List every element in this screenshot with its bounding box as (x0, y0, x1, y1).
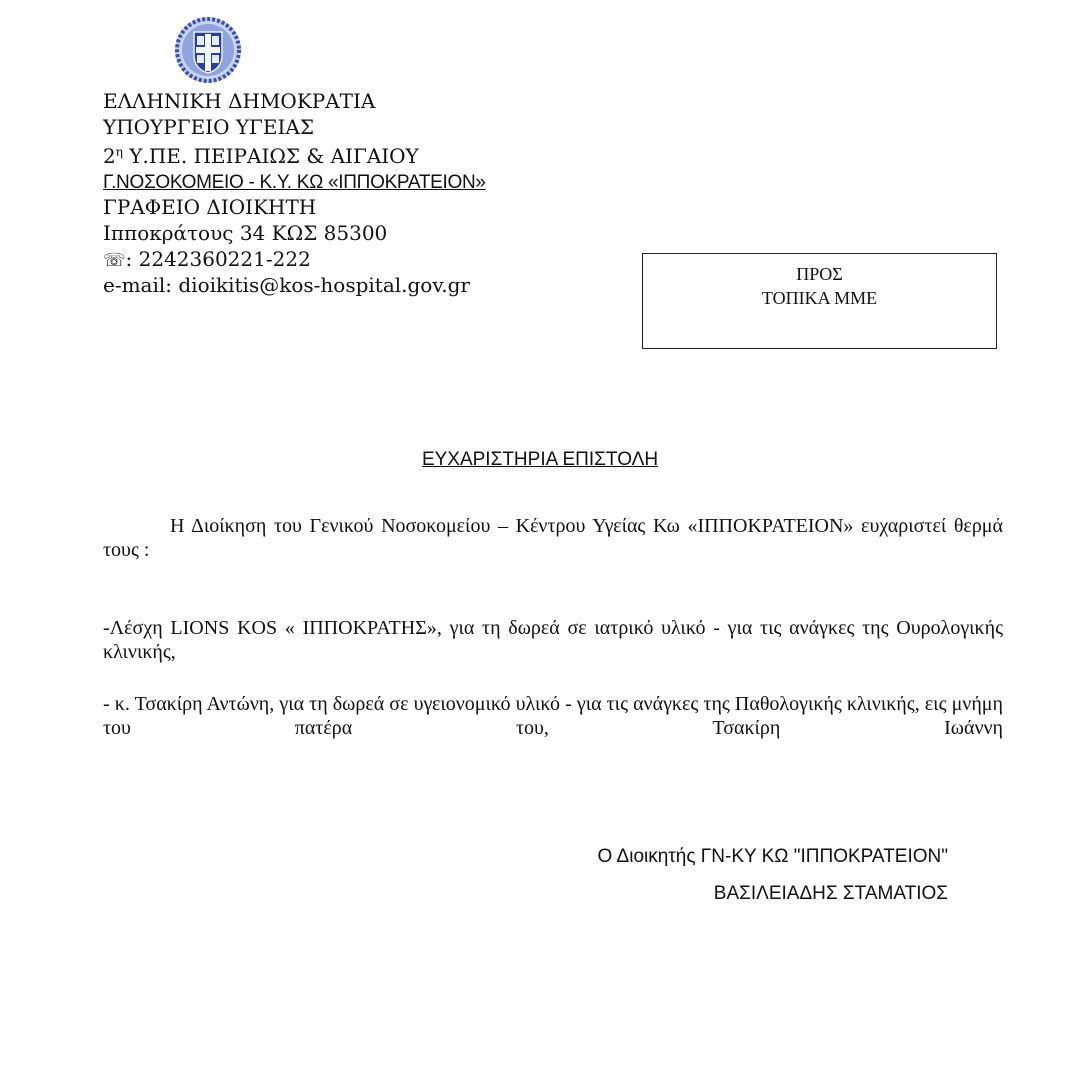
region-number: 2 (103, 144, 116, 169)
telephone-icon: ☏ (103, 249, 126, 271)
region-name: Υ.ΠΕ. ΠΕΙΡΑΙΩΣ & ΑΙΓΑΙΟΥ (122, 144, 419, 169)
region-ordinal: η (115, 145, 123, 160)
sender-header (103, 89, 486, 299)
recipient-box (642, 253, 997, 349)
letter-title-text: ΕΥΧΑΡΙΣΤΗΡΙΑ ΕΠΙΣΤΟΛΗ (421, 449, 659, 470)
coat-of-arms-icon (173, 15, 243, 85)
letter-title (0, 449, 1080, 471)
country-line: ΕΛΛΗΝΙΚΗ ΔΗΜΟΚΡΑΤΙΑ (103, 89, 376, 113)
office-line: ΓΡΑΦΕΙΟ ΔΙΟΙΚΗΤΗ (103, 195, 317, 220)
intro-paragraph: Η Διοίκηση του Γενικού Νοσοκομείου – Κέντρου Υγείας Κω «ΙΠΠΟΚΡΑΤΕΙΟΝ» ευχαριστεί θερμά τους : (103, 515, 1003, 561)
signatory-role: Ο Διοικητής ΓΝ-ΚΥ ΚΩ "ΙΠΠΟΚΡΑΤΕΙΟΝ" (597, 846, 948, 867)
ministry-line: ΥΠΟΥΡΓΕΙΟ ΥΓΕΙΑΣ (103, 114, 314, 139)
health-region-line (103, 140, 486, 170)
hospital-name: Γ.ΝΟΣΟΚΟΜΕΙΟ - Κ.Υ. ΚΩ «ΙΠΠΟΚΡΑΤΕΙΟΝ» (103, 171, 486, 193)
phone-number: : 2242360221-222 (125, 246, 311, 271)
email-line: e-mail: dioikitis@kos-hospital.gov.gr (103, 273, 470, 298)
recipient-to-label: ΠΡΟΣ (796, 264, 843, 284)
thanks-item-2: - κ. Τσακίρη Αντώνη, για τη δωρεά σε υγειονομικό υλικό - για τις ανάγκες της Παθολογικής κλινικής, εις μνήμη του πατέρα του, Τσακίρη Ιωάννη (103, 693, 1003, 739)
signatory-name: ΒΑΣΙΛΕΙΑΔΗΣ ΣΤΑΜΑΤΙΟΣ (713, 883, 948, 904)
thanks-item-1: -Λέσχη LIONS KOS « ΙΠΠΟΚΡΑΤΗΣ», για τη δωρεά σε ιατρικό υλικό - για τις ανάγκες της Ουρολογικής κλινικής, (103, 617, 1003, 663)
address-line: Ιπποκράτους 34 ΚΩΣ 85300 (103, 220, 388, 245)
recipient-name: ΤΟΠΙΚΑ ΜΜΕ (761, 288, 878, 308)
phone-line (103, 247, 486, 274)
